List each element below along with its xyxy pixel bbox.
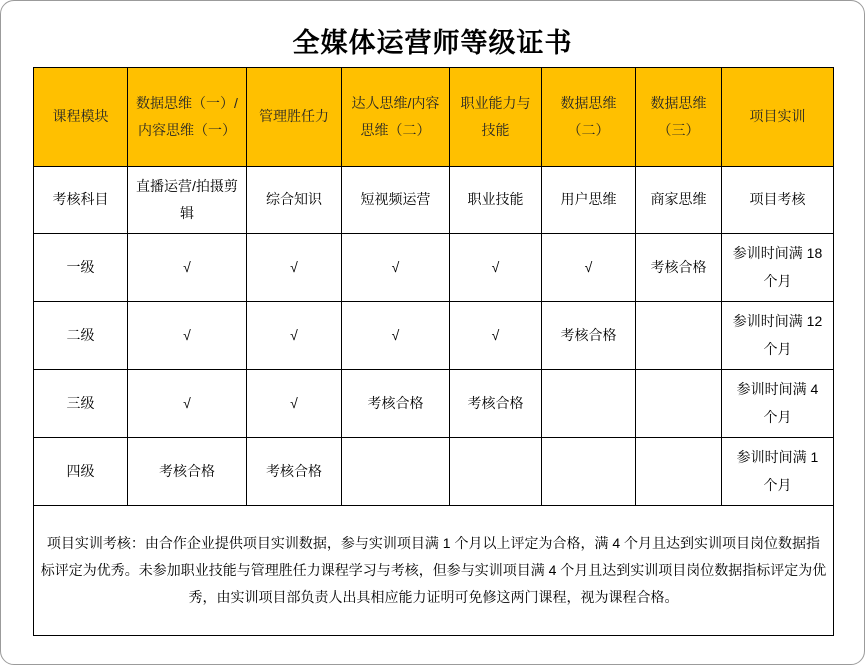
cell-training-duration: 参训时间满 4 个月 xyxy=(722,370,834,438)
cell-pass-assessment: 考核合格 xyxy=(542,302,636,370)
header-data-thinking-3: 数据思维（三） xyxy=(636,68,722,167)
row-level-3 xyxy=(34,370,834,438)
check-cell: √ xyxy=(450,302,542,370)
row-level-4 xyxy=(34,438,834,506)
cell-subject-merchant-thinking: 商家思维 xyxy=(636,167,722,234)
cell-training-duration: 参训时间满 12 个月 xyxy=(722,302,834,370)
check-cell: √ xyxy=(128,234,247,302)
table-header xyxy=(34,68,834,167)
page-title: 全媒体运营师等级证书 xyxy=(292,28,573,58)
empty-cell xyxy=(542,438,636,506)
cell-pass-assessment: 考核合格 xyxy=(636,234,722,302)
cell-subject-user-thinking: 用户思维 xyxy=(542,167,636,234)
cell-subject-project-assessment: 项目考核 xyxy=(722,167,834,234)
cell-subject-short-video-ops: 短视频运营 xyxy=(342,167,450,234)
header-professional-ability-skills: 职业能力与技能 xyxy=(450,68,542,167)
check-cell: √ xyxy=(128,302,247,370)
check-cell: √ xyxy=(542,234,636,302)
empty-cell xyxy=(450,438,542,506)
cell-training-duration: 参训时间满 18 个月 xyxy=(722,234,834,302)
cell-subject-general-knowledge: 综合知识 xyxy=(247,167,342,234)
check-cell: √ xyxy=(247,234,342,302)
header-data-thinking-1-content-thinking-1: 数据思维（一）/内容思维（一） xyxy=(128,68,247,167)
header-influencer-thinking-content-thinking-2: 达人思维/内容思维（二） xyxy=(342,68,450,167)
header-project-training: 项目实训 xyxy=(722,68,834,167)
check-cell: √ xyxy=(247,302,342,370)
header-management-competency: 管理胜任力 xyxy=(247,68,342,167)
check-cell: √ xyxy=(128,370,247,438)
row-assessment-subjects xyxy=(34,167,834,234)
project-training-note: 项目实训考核：由合作企业提供项目实训数据，参与实训项目满 1 个月以上评定为合格，满 4 个月且达到实训项目岗位数据指标评定为优秀。未参加职业技能与管理胜任力课程学习与考核，但参与实训项目满 4 个月且达到实训项目岗位数据指标评定为优秀，由实训项目部负责人出具相应能力证明可免修这两门课程，视为课程合格。 xyxy=(34,506,834,636)
table-body xyxy=(34,167,834,636)
empty-cell xyxy=(636,370,722,438)
empty-cell xyxy=(636,302,722,370)
row-note xyxy=(34,506,834,636)
row-label: 二级 xyxy=(34,302,128,370)
row-level-2 xyxy=(34,302,834,370)
check-cell: √ xyxy=(450,234,542,302)
header-data-thinking-2: 数据思维（二） xyxy=(542,68,636,167)
cell-subject-live-ops-editing: 直播运营/拍摄剪辑 xyxy=(128,167,247,234)
cell-pass-assessment: 考核合格 xyxy=(342,370,450,438)
header-row xyxy=(34,68,834,167)
cell-pass-assessment: 考核合格 xyxy=(450,370,542,438)
check-cell: √ xyxy=(247,370,342,438)
row-label: 四级 xyxy=(34,438,128,506)
empty-cell xyxy=(342,438,450,506)
row-label: 三级 xyxy=(34,370,128,438)
cell-pass-assessment: 考核合格 xyxy=(247,438,342,506)
row-level-1 xyxy=(34,234,834,302)
row-label: 考核科目 xyxy=(34,167,128,234)
check-cell: √ xyxy=(342,302,450,370)
cell-pass-assessment: 考核合格 xyxy=(128,438,247,506)
empty-cell xyxy=(542,370,636,438)
check-cell: √ xyxy=(342,234,450,302)
row-label: 一级 xyxy=(34,234,128,302)
header-course-module: 课程模块 xyxy=(34,68,128,167)
certificate-level-table xyxy=(33,67,834,636)
empty-cell xyxy=(636,438,722,506)
cell-training-duration: 参训时间满 1 个月 xyxy=(722,438,834,506)
cell-subject-vocational-skills: 职业技能 xyxy=(450,167,542,234)
